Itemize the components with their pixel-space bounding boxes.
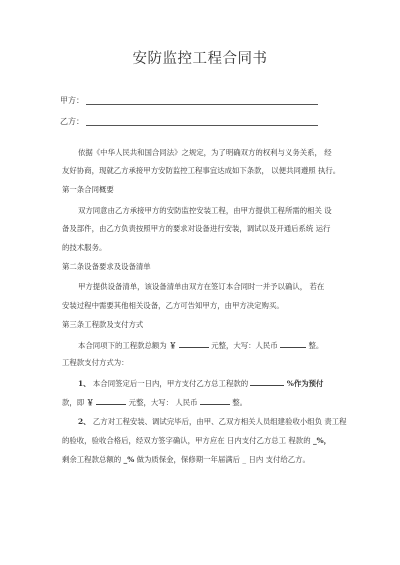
total-zheng-text: 整。 — [308, 341, 324, 350]
payment-item-1-line-2 — [62, 397, 247, 408]
currency-symbol: ￥ — [169, 341, 177, 350]
section-2-line-1: 甲方提供设备清单，该设备清单由双方在签订本合同时一并予以确认， 若在 — [78, 282, 325, 291]
item-1-text: 本合同签定后一日内，甲方支付乙方总工程款的 — [92, 379, 249, 388]
section-1-title: 第一条合同概要 — [62, 185, 114, 194]
item-2-line-3-prefix: 剩余工程款总额的 — [62, 455, 122, 464]
payment-item-2-line-2 — [62, 436, 331, 446]
party-b-field[interactable] — [86, 125, 318, 126]
intro-line-2: 友好协商，现就乙方承接甲方安防监控工程事宜达成如下条款， 以便共同遵照 执行。 — [62, 166, 341, 175]
item-2-line-1-text: 乙方对工程安装、调试完毕后，由甲、乙双方相关人员组建验收小组负 责工程 — [92, 417, 347, 426]
warranty-percent-mark: _% — [123, 455, 135, 464]
total-yuan-text: 元整，大写：人民币 — [211, 341, 278, 350]
section-1-line-2: 备及部件，由乙方负责按照甲方的要求对设备进行安装，调试以及开通后系统 运行 — [62, 224, 331, 233]
section-3-title: 第三条工程款及支付方式 — [62, 320, 144, 329]
total-amount-words-field[interactable] — [280, 340, 306, 348]
party-a-label: 甲方： — [60, 96, 84, 105]
item-2-line-3-suffix: 做为质保金，保修期一年届满后 _ 日内 支付给乙方。 — [136, 455, 310, 464]
payment-item-2-line-1 — [78, 417, 347, 427]
section-1-line-1: 双方同意由乙方承接甲方的安防监控安装工程，由甲方提供工程所需的相关 设 — [78, 206, 332, 215]
item-1-number: 1、 — [78, 379, 91, 388]
item-2-number: 2、 — [78, 417, 91, 426]
section-2-title: 第二条设备要求及设备清单 — [62, 262, 151, 271]
total-amount-field[interactable] — [179, 340, 209, 348]
total-amount-prefix: 本合同项下的工程款总额为 — [78, 341, 167, 350]
item-1-zheng-text: 整。 — [232, 398, 248, 407]
party-a-field[interactable] — [86, 104, 318, 105]
party-b-label: 乙方： — [60, 117, 84, 126]
section-2-line-2: 安装过程中需要其他相关设备，乙方可告知甲方，由甲方决定购买。 — [62, 301, 284, 310]
item-2-percent-mark: _%， — [312, 436, 332, 445]
total-amount-line — [78, 340, 323, 351]
intro-line-1: 依据《中华人民共和国合同法》之规定，为了明确双方的权利与义务关系， 经 — [78, 148, 332, 157]
payment-item-1-line-1 — [78, 378, 323, 389]
section-1-line-3: 的技术服务。 — [62, 243, 107, 252]
prepayment-percent-field[interactable] — [250, 378, 284, 386]
payment-method-label: 工程款支付方式为： — [62, 358, 129, 367]
item-1-currency-symbol: ￥ — [86, 398, 94, 407]
prepayment-amount-field[interactable] — [96, 397, 126, 405]
item-1-yuan-text: 元整，大写： 人民币 — [128, 398, 198, 407]
payment-item-2-line-3 — [62, 455, 310, 465]
page-title: 安防监控工程合同书 — [132, 51, 268, 67]
item-2-line-2-text: 的验收，验收合格后，经双方签字确认，甲方应在 日内支付乙方总工 程款的 — [62, 436, 311, 445]
item-1-line2-prefix: 款，即 — [62, 398, 85, 407]
prepayment-words-field[interactable] — [200, 397, 230, 405]
item-1-percent-suffix: %作为预付 — [286, 379, 324, 388]
